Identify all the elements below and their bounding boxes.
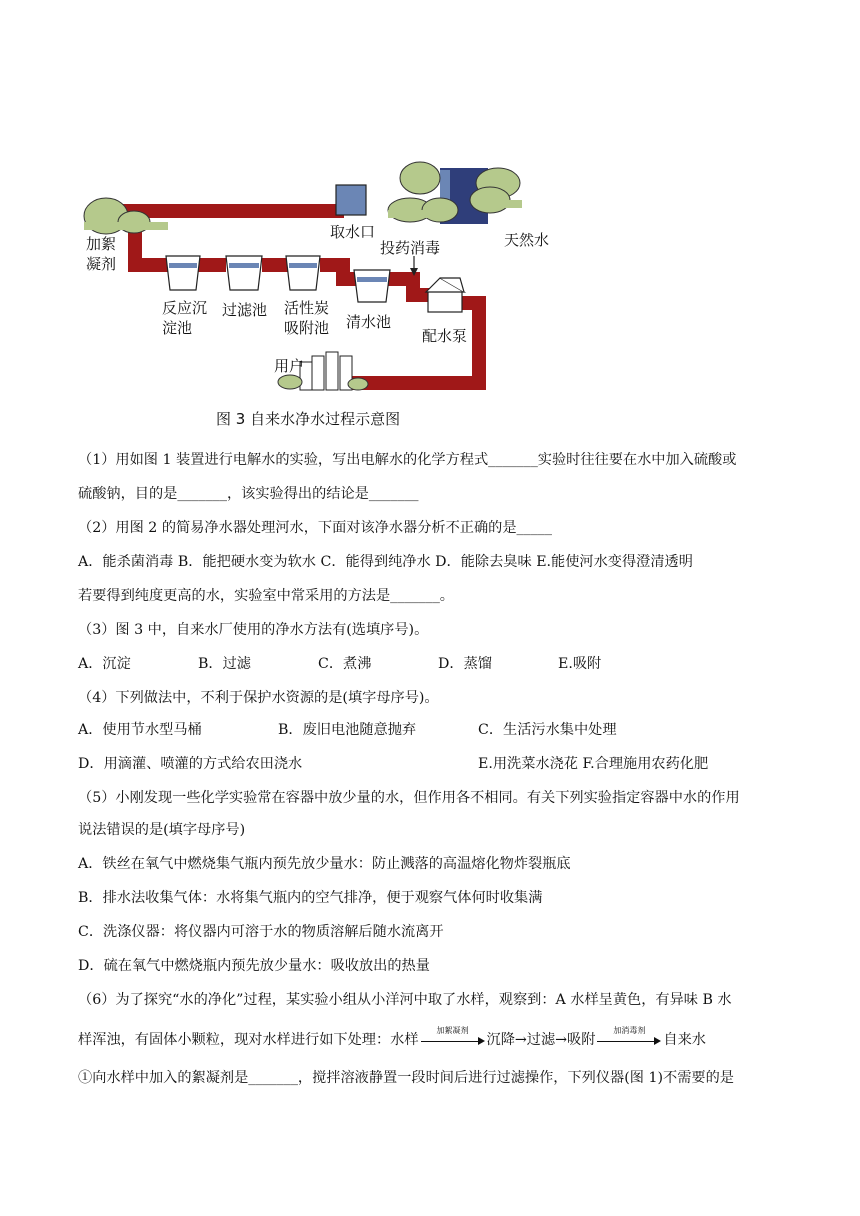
q3-stem: （3）图 3 中，自来水厂使用的净水方法有(选填序号)。 — [78, 622, 429, 638]
q6-line3: ①向水样中加入的絮凝剂是_______，搅拌溶液静置一段时间后进行过滤操作，下列仪器(图 1)不需要的是 — [78, 1070, 734, 1086]
q5-option-d: D．硫在氧气中燃烧瓶内预先放少量水：吸收放出的热量 — [78, 958, 430, 974]
q2-follow-up: 若要得到纯度更高的水，实验室中常采用的方法是_______。 — [78, 588, 454, 604]
q3-option-d: D．蒸馏 — [438, 656, 492, 672]
q2-options: A．能杀菌消毒 B．能把硬水变为软水 C．能得到纯净水 D．能除去臭味 E.能使河水变得澄清透明 — [78, 554, 693, 570]
q5-option-a: A．铁丝在氧气中燃烧集气瓶内预先放少量水：防止溅落的高温熔化物炸裂瓶底 — [78, 856, 571, 872]
pump-house — [426, 278, 464, 312]
label-carbon-line2: 吸附池 — [284, 319, 330, 337]
q6-process-line — [78, 1026, 706, 1050]
coagulant-arrow-label: 加絮凝剂 — [436, 1026, 469, 1035]
q6-line2-suffix: 自来水 — [663, 1032, 706, 1048]
q1-line2: 硫酸钠，目的是_______，该实验得出的结论是_______ — [78, 486, 419, 502]
q4-stem: （4）下列做法中，不利于保护水资源的是(填字母序号)。 — [78, 690, 439, 706]
label-coagulant-line2: 凝剂 — [86, 255, 117, 273]
q1-line1: （1）用如图 1 装置进行电解水的实验，写出电解水的化学方程式_______实验时往往要在水中加入硫酸或 — [78, 452, 737, 468]
coagulant-arrow — [421, 1026, 485, 1047]
natural-water-pond — [388, 162, 522, 224]
disinfectant-arrow-label: 加消毒剂 — [613, 1026, 646, 1035]
label-coagulant-line1: 加絮 — [86, 235, 117, 253]
q5-option-b: B．排水法收集气体：水将集气瓶内的空气排净，便于观察气体何时收集满 — [78, 890, 543, 906]
label-filter: 过滤池 — [222, 301, 268, 319]
label-sediment-line2: 淀池 — [162, 319, 193, 337]
figure-caption: 图 3 自来水净水过程示意图 — [216, 410, 401, 428]
q6-line2-prefix: 样浑浊，有固体小颗粒，现对水样进行如下处理：水样 — [78, 1032, 419, 1048]
q6-line1: （6）为了探究“水的净化”过程，某实验小组从小洋河中取了水样，观察到：A 水样呈黄色，有异味 B 水 — [78, 992, 732, 1008]
q5-line1: （5）小刚发现一些化学实验常在容器中放少量的水，但作用各不相同。有关下列实验指定容器中水的作用 — [78, 790, 740, 806]
label-disinfect: 投药消毒 — [380, 239, 441, 257]
water-treatment-diagram — [0, 0, 860, 440]
label-user: 用户 — [274, 357, 305, 375]
q3-option-e: E.吸附 — [558, 656, 602, 672]
q4-option-a: A．使用节水型马桶 — [78, 722, 202, 738]
diagram-drawing — [0, 0, 860, 440]
label-pump: 配水泵 — [422, 327, 468, 345]
label-clear: 清水池 — [346, 313, 392, 331]
q3-option-c: C．煮沸 — [318, 656, 372, 672]
q5-option-c: C．洗涤仪器：将仪器内可溶于水的物质溶解后随水流离开 — [78, 924, 444, 940]
q3-option-a: A．沉淀 — [78, 656, 131, 672]
q5-line2: 说法错误的是(填字母序号) — [78, 822, 246, 838]
q4-option-ef: E.用洗菜水浇花 F.合理施用农药化肥 — [478, 756, 709, 772]
q4-option-c: C．生活污水集中处理 — [478, 722, 617, 738]
q2-stem: （2）用图 2 的简易净水器处理河水，下面对该净水器分析不正确的是_____ — [78, 520, 552, 536]
label-sediment-line1: 反应沉 — [162, 299, 208, 317]
q6-line2-middle: 沉降→过滤→吸附 — [486, 1032, 596, 1048]
q4-option-b: B．废旧电池随意抛弃 — [278, 722, 417, 738]
disinfectant-arrow — [597, 1026, 661, 1047]
q4-option-d: D．用滴灌、喷灌的方式给农田浇水 — [78, 756, 303, 772]
intake-box — [336, 185, 366, 215]
label-natural-water: 天然水 — [504, 231, 550, 249]
q3-option-b: B．过滤 — [198, 656, 251, 672]
label-intake: 取水口 — [330, 223, 376, 241]
label-carbon-line1: 活性炭 — [284, 299, 330, 317]
